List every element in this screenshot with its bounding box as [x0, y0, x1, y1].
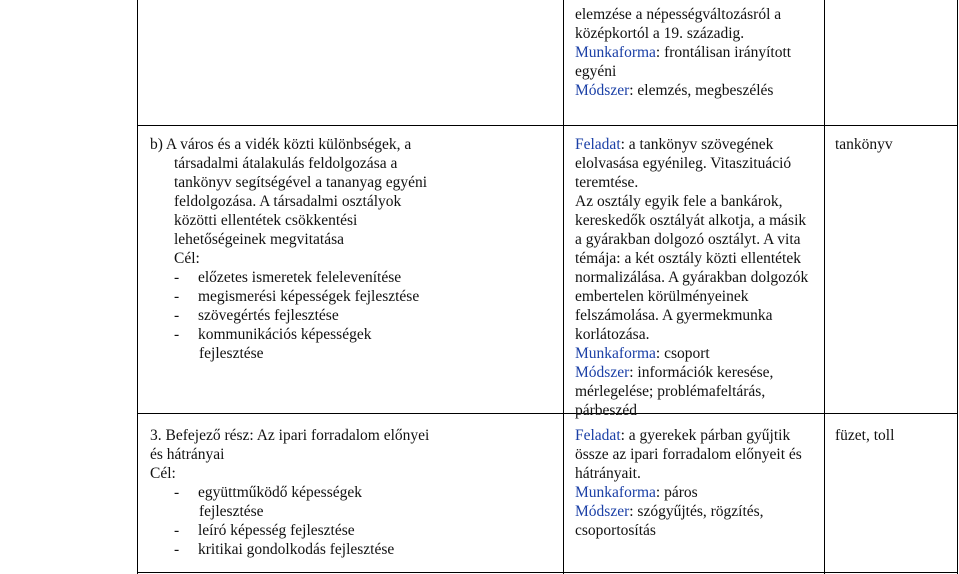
- munkaforma-value: : frontálisan irányított: [655, 44, 792, 61]
- munkaforma-label: Munkaforma: [575, 345, 656, 362]
- top-row-text-line: egyéni: [575, 63, 617, 80]
- row-b-cel-label: Cél:: [174, 250, 200, 267]
- modszer-value: : információk keresése,: [629, 364, 774, 381]
- goal-text: szövegértés fejlesztése: [198, 307, 339, 324]
- row-3-cel-label: Cél:: [150, 465, 176, 482]
- row-b-activity-cell: [575, 135, 808, 420]
- row-3-goal: [150, 483, 429, 502]
- activity-line: mérlegelése; problémafeltárás,: [575, 383, 766, 400]
- activity-line: össze az ipari forradalom előnyeit és: [575, 446, 802, 463]
- top-row-activity-cell: [575, 5, 791, 100]
- row-b-feladat: [575, 135, 808, 154]
- activity-line: a gyárakban dolgozó osztályt. A vita: [575, 231, 801, 248]
- feladat-text: : a tankönyv szövegének: [620, 136, 774, 153]
- dash: -: [174, 484, 180, 501]
- grid-line-1: [137, 0, 138, 574]
- row-b-title-line: lehetőségeinek megvitatása: [174, 231, 345, 248]
- row-b-title-line: társadalmi átalakulás feldolgozása a: [174, 155, 398, 172]
- row-b-content-cell: [150, 135, 427, 363]
- activity-line: hátrányait.: [575, 465, 641, 482]
- feladat-text: : a gyerekek párban gyűjtik: [620, 427, 791, 444]
- tools-text: tankönyv: [835, 136, 893, 153]
- activity-line: kereskedők osztályát alkotja, a másik: [575, 212, 807, 229]
- row-3-title-line: 3. Befejező rész: Az ipari forradalom előnyei: [150, 427, 430, 444]
- row-b-goal: [150, 268, 427, 287]
- activity-line: embertelen körülményeinek: [575, 288, 749, 305]
- row-3-goal: [150, 521, 429, 540]
- row-3-munkaforma: [575, 483, 802, 502]
- activity-line: csoportosítás: [575, 522, 656, 539]
- top-row-modszer: [575, 81, 791, 100]
- top-row-text-line: középkortól a 19. századig.: [575, 25, 745, 42]
- row-b-goal: [150, 306, 427, 325]
- feladat-label: Feladat: [575, 136, 621, 153]
- top-row-munkaforma: [575, 43, 791, 62]
- activity-line: normalizálása. A gyárakban dolgozók: [575, 269, 809, 286]
- goal-text: kritikai gondolkodás fejlesztése: [198, 541, 395, 558]
- goal-text: kommunikációs képességek: [198, 326, 372, 343]
- row-3-title-line: és hátrányai: [150, 446, 225, 463]
- row-3-modszer: [575, 502, 802, 521]
- feladat-label: Feladat: [575, 427, 621, 444]
- row-3-activity-cell: [575, 426, 802, 540]
- row-b-goal-continuation: fejlesztése: [199, 345, 264, 362]
- dash: -: [174, 288, 180, 305]
- munkaforma-value: : csoport: [655, 345, 710, 362]
- grid-line-3: [824, 0, 825, 574]
- grid-line-4: [957, 0, 958, 574]
- dash: -: [174, 326, 180, 343]
- goal-text: együttműködő képességek: [198, 484, 363, 501]
- modszer-value: : elemzés, megbeszélés: [629, 82, 774, 99]
- dash: -: [174, 269, 180, 286]
- dash: -: [174, 541, 180, 558]
- row-3-content-cell: [150, 426, 429, 559]
- grid-line-2: [563, 0, 564, 574]
- row-b-munkaforma: [575, 344, 808, 363]
- row-b-goal: [150, 325, 427, 344]
- row-b-title-line: tankönyv segítségével a tananyag egyéni: [174, 174, 428, 191]
- goal-text: előzetes ismeretek felelevenítése: [198, 269, 402, 286]
- row-b-title-line: feldolgozása. A társadalmi osztályok: [174, 193, 402, 210]
- top-row-text-line: elemzése a népességváltozásról a: [575, 6, 782, 23]
- munkaforma-value: : páros: [655, 484, 698, 501]
- modszer-value: : szógyűjtés, rögzítés,: [629, 503, 764, 520]
- row-3-goal: [150, 540, 429, 559]
- row-divider-1: [137, 125, 958, 126]
- modszer-label: Módszer: [575, 503, 630, 520]
- tools-text: füzet, toll: [835, 427, 895, 444]
- row-divider-3: [137, 572, 958, 573]
- activity-line: teremtése.: [575, 174, 639, 191]
- dash: -: [174, 522, 180, 539]
- modszer-label: Módszer: [575, 364, 630, 381]
- activity-line: párbeszéd: [575, 402, 637, 419]
- goal-text: leíró képesség fejlesztése: [198, 522, 355, 539]
- row-divider-2: [137, 413, 958, 414]
- activity-line: felszámolása. A gyermekmunka: [575, 307, 773, 324]
- activity-line: témája: a két osztály közti ellentétek: [575, 250, 801, 267]
- row-3-feladat: [575, 426, 802, 445]
- goal-text: megismerési képességek fejlesztése: [198, 288, 420, 305]
- row-b-goal: [150, 287, 427, 306]
- row-3-tools-cell: [835, 426, 894, 445]
- row-3-goal-continuation: fejlesztése: [199, 503, 264, 520]
- activity-line: Az osztály egyik fele a bankárok,: [575, 193, 783, 210]
- row-b-title-line: közötti ellentétek csökkentési: [174, 212, 358, 229]
- munkaforma-label: Munkaforma: [575, 44, 656, 61]
- row-b-title-line: b) A város és a vidék közti különbségek, a: [150, 136, 412, 153]
- activity-line: korlátozása.: [575, 326, 650, 343]
- row-b-tools-cell: [835, 135, 893, 154]
- activity-line: elolvasása egyénileg. Vitaszituáció: [575, 155, 792, 172]
- munkaforma-label: Munkaforma: [575, 484, 656, 501]
- modszer-label: Módszer: [575, 82, 630, 99]
- row-b-modszer: [575, 363, 808, 382]
- dash: -: [174, 307, 180, 324]
